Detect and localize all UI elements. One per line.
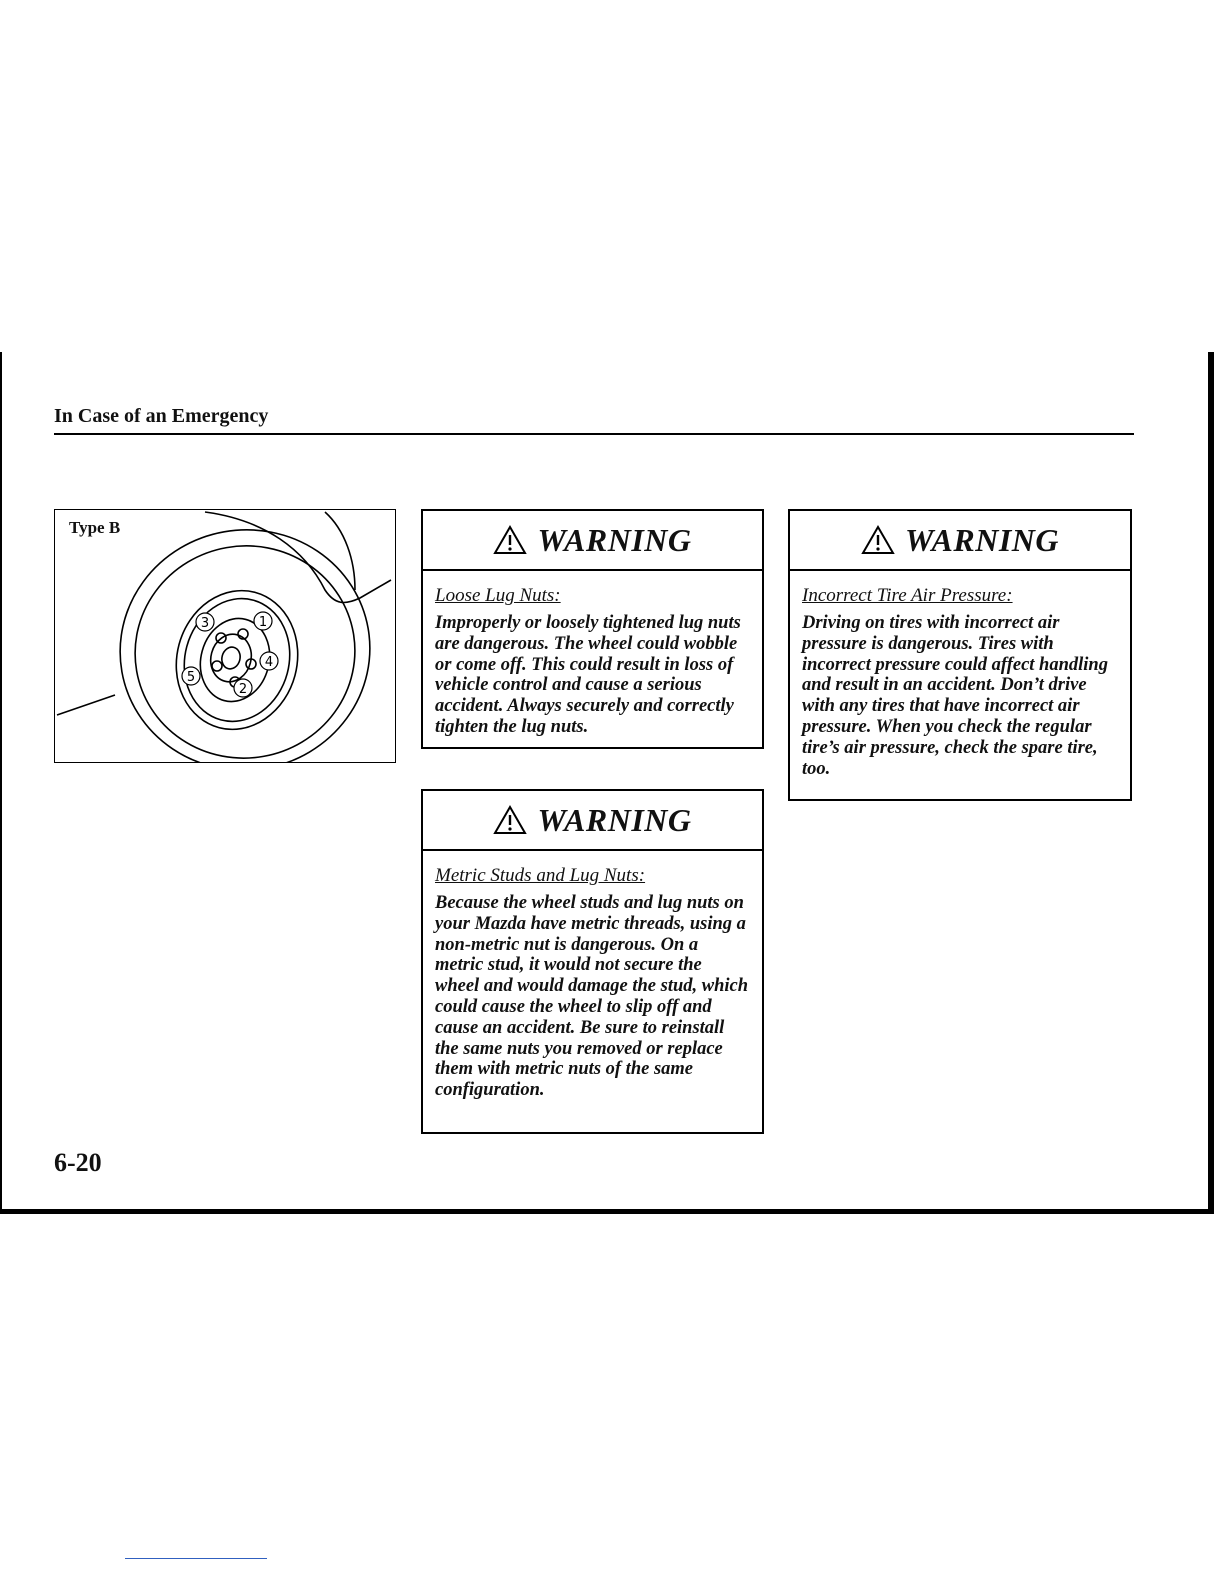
lug-number-2: 2	[238, 682, 248, 697]
warning-title: WARNING	[537, 521, 692, 558]
warning-subtitle: Metric Studs and Lug Nuts:	[435, 865, 646, 886]
warning-box-metric-studs	[421, 789, 764, 1134]
warning-box-loose-lug-nuts	[421, 509, 764, 749]
warning-subtitle: Loose Lug Nuts:	[435, 585, 561, 606]
lug-number-3: 3	[200, 616, 210, 631]
page-number: 6-20	[54, 1148, 102, 1177]
lug-number-4: 4	[264, 655, 274, 670]
warning-title: WARNING	[904, 521, 1060, 558]
warning-header	[790, 511, 1130, 571]
warning-text: Because the wheel studs and lug nuts on your Mazda have metric threads, using a non-metric nut is dangerous. On a metric stud, it would not secure the wheel and would damage the stud, which could cause the wheel to slip off and cause an accident. Be sure to reinstall the same nuts you removed or replace them with metric nuts of the same configuration.	[435, 893, 749, 1101]
warning-triangle-icon	[493, 805, 527, 835]
warning-title: WARNING	[537, 801, 692, 838]
scan-artifact-line	[125, 1558, 267, 1559]
warning-subtitle: Incorrect Tire Air Pressure:	[802, 585, 1013, 606]
warning-header	[423, 791, 762, 851]
warning-text: Improperly or loosely tightened lug nuts are dangerous. The wheel could wobble or come off. This could result in loss of vehicle control and cause a serious accident. Always securely and correctly tighten the lug nuts.	[435, 613, 741, 737]
warning-triangle-icon	[861, 525, 895, 555]
wheel-illustration	[55, 510, 396, 763]
lug-number-1: 1	[258, 615, 268, 630]
warning-box-tire-pressure	[788, 509, 1132, 801]
figure-label: Type B	[69, 518, 121, 537]
warning-header	[423, 511, 762, 571]
lug-number-5: 5	[186, 670, 196, 685]
header-rule	[54, 433, 1134, 435]
warning-text: Driving on tires with incorrect air pressure is dangerous. Tires with incorrect pressure could affect handling and result in an accident. Don’t drive with any tires that have incorrect air pressure. When you check the regular tire’s air pressure, check the spare tire, too.	[802, 613, 1108, 779]
section-header: In Case of an Emergency	[54, 405, 269, 427]
wheel-figure	[54, 509, 396, 763]
warning-triangle-icon	[493, 525, 527, 555]
